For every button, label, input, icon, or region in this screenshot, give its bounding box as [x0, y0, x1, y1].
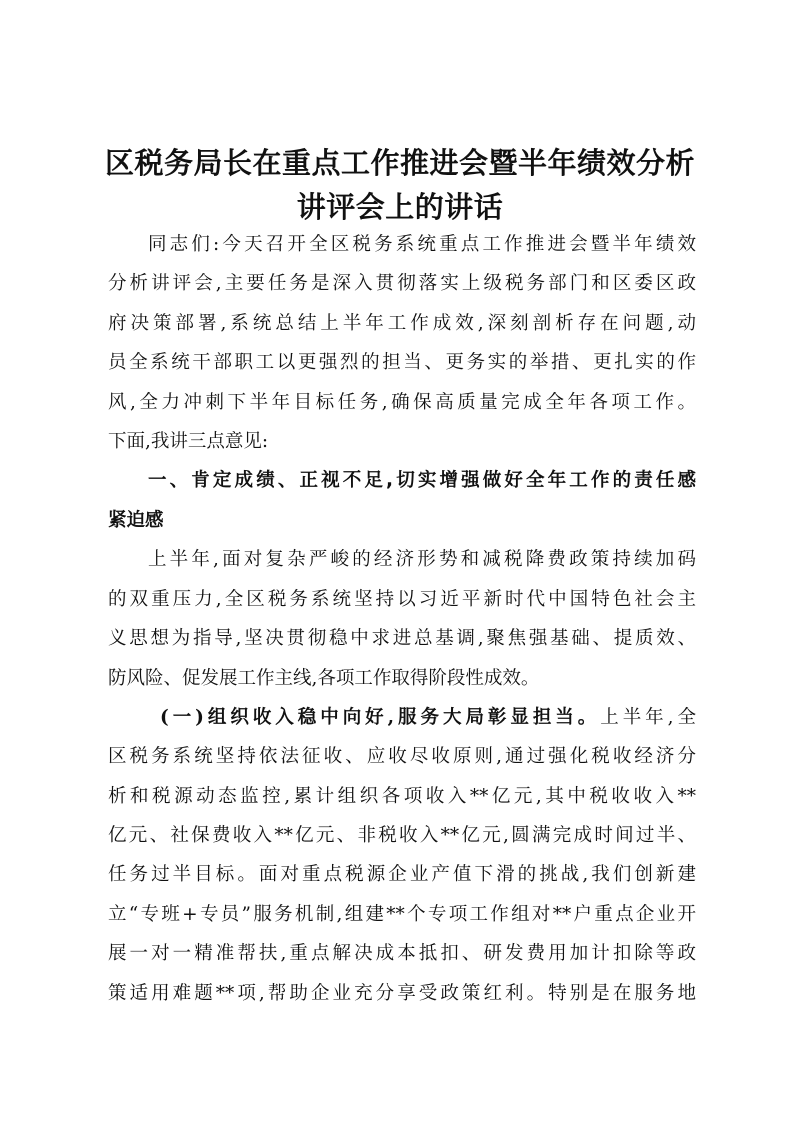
subsection-heading: (一)组织收入稳中向好,服务大局彰显担当。 — [160, 707, 601, 728]
subsection-body-line: 析和税源动态监控,累计组织各项收入**亿元,其中税收收入** — [108, 786, 696, 807]
subsection-body-line: 展一对一精准帮扶,重点解决成本抵扣、研发费用加计扣除等政 — [108, 943, 696, 964]
section-body-line: 上半年,面对复杂严峻的经济形势和减税降费政策持续加码 — [148, 549, 696, 570]
subsection-body-line: 区税务系统坚持依法征收、应收尽收原则,通过强化税收经济分 — [108, 746, 696, 767]
subsection-body-line: 立“专班+专员”服务机制,组建**个专项工作组对**户重点企业开 — [108, 904, 696, 925]
intro-line: 员全系统干部职工以更强烈的担当、更务实的举措、更扎实的作 — [108, 352, 696, 373]
subsection-first-line — [160, 701, 696, 735]
section-heading: 紧迫感 — [108, 510, 164, 531]
intro-line: 同志们:今天召开全区税务系统重点工作推进会暨半年绩效 — [148, 234, 696, 255]
intro-line: 风,全力冲刺下半年目标任务,确保高质量完成全年各项工作。 — [108, 392, 696, 413]
subsection-body-line: 策适用难题**项,帮助企业充分享受政策红利。特别是在服务地 — [108, 983, 696, 1004]
subsection-text: 上半年,全 — [600, 707, 696, 728]
section-body-line: 防风险、促发展工作主线,各项工作取得阶段性成效。 — [108, 668, 540, 689]
intro-line: 下面,我讲三点意见: — [108, 431, 269, 452]
subsection-body-line: 任务过半目标。面对重点税源企业产值下滑的挑战,我们创新建 — [108, 864, 696, 885]
section-body-line: 的双重压力,全区税务系统坚持以习近平新时代中国特色社会主 — [108, 589, 696, 610]
intro-line: 分析讲评会,主要任务是深入贯彻落实上级税务部门和区委区政 — [108, 273, 696, 294]
section-heading: 一、肯定成绩、正视不足,切实增强做好全年工作的责任感 — [148, 470, 696, 491]
intro-line: 府决策部署,系统总结上半年工作成效,深刻剖析存在问题,动 — [108, 313, 696, 334]
document-title-line-1: 区税务局长在重点工作推进会暨半年绩效分析 — [104, 146, 695, 180]
document-title-line-2: 讲评会上的讲话 — [296, 190, 504, 224]
subsection-body-line: 亿元、社保费收入**亿元、非税收入**亿元,圆满完成时间过半、 — [108, 825, 696, 846]
section-body-line: 义思想为指导,坚决贯彻稳中求进总基调,聚焦强基础、提质效、 — [108, 628, 696, 649]
